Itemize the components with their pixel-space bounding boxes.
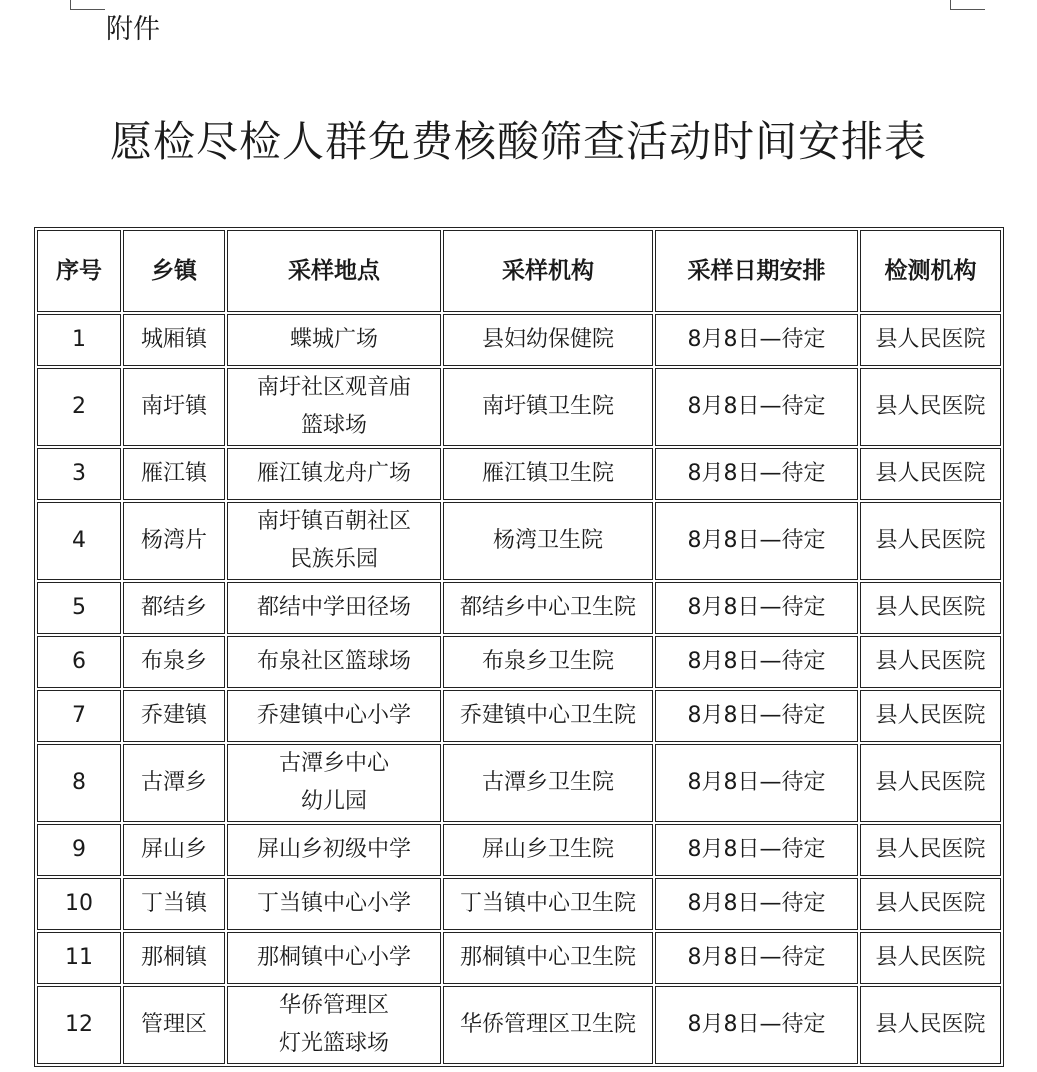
cell-no: 10 (37, 878, 121, 930)
cell-lab: 县人民医院 (860, 824, 1001, 876)
cell-date: 8月8日—待定 (655, 448, 858, 500)
cell-town: 南圩镇 (123, 368, 225, 446)
cell-lab: 县人民医院 (860, 448, 1001, 500)
cell-lab: 县人民医院 (860, 636, 1001, 688)
table-row (37, 690, 1001, 742)
cell-site (227, 824, 441, 876)
cell-agency: 乔建镇中心卫生院 (443, 690, 653, 742)
cell-site (227, 502, 441, 580)
cell-site (227, 878, 441, 930)
cell-no: 5 (37, 582, 121, 634)
cell-town: 雁江镇 (123, 448, 225, 500)
site-line: 古潭乡中心 (278, 751, 389, 776)
cell-no: 11 (37, 932, 121, 984)
cell-date: 8月8日—待定 (655, 314, 858, 366)
table-row (37, 878, 1001, 930)
cell-date: 8月8日—待定 (655, 744, 858, 822)
cell-agency: 古潭乡卫生院 (443, 744, 653, 822)
cell-agency: 布泉乡卫生院 (443, 636, 653, 688)
cell-agency: 丁当镇中心卫生院 (443, 878, 653, 930)
cell-date: 8月8日—待定 (655, 368, 858, 446)
table-row (37, 368, 1001, 446)
cell-site (227, 932, 441, 984)
cell-site (227, 690, 441, 742)
page-title: 愿检尽检人群免费核酸筛查活动时间安排表 (109, 117, 927, 166)
table-row (37, 932, 1001, 984)
column-header-site: 采样地点 (227, 230, 441, 312)
site-line: 华侨管理区 (278, 993, 389, 1018)
cell-date: 8月8日—待定 (655, 986, 858, 1064)
cell-no: 3 (37, 448, 121, 500)
cell-agency: 华侨管理区卫生院 (443, 986, 653, 1064)
cell-date: 8月8日—待定 (655, 932, 858, 984)
cell-agency: 南圩镇卫生院 (443, 368, 653, 446)
cell-no: 8 (37, 744, 121, 822)
cell-date: 8月8日—待定 (655, 582, 858, 634)
site-line: 南圩镇百朝社区 (256, 509, 411, 534)
site-line: 蝶城广场 (289, 327, 378, 352)
cell-town: 丁当镇 (123, 878, 225, 930)
crop-mark-left (70, 0, 105, 10)
attachment-label: 附件 (106, 14, 160, 45)
cell-no: 2 (37, 368, 121, 446)
cell-town: 乔建镇 (123, 690, 225, 742)
crop-mark-right (950, 0, 985, 10)
table-row (37, 314, 1001, 366)
cell-site (227, 986, 441, 1064)
site-line: 屏山乡初级中学 (256, 837, 411, 862)
schedule-table (34, 227, 1004, 1067)
cell-date: 8月8日—待定 (655, 690, 858, 742)
table-row (37, 824, 1001, 876)
cell-site (227, 636, 441, 688)
cell-no: 7 (37, 690, 121, 742)
cell-lab: 县人民医院 (860, 932, 1001, 984)
cell-date: 8月8日—待定 (655, 502, 858, 580)
site-line: 那桐镇中心小学 (256, 945, 411, 970)
table-row (37, 986, 1001, 1064)
cell-town: 屏山乡 (123, 824, 225, 876)
cell-lab: 县人民医院 (860, 744, 1001, 822)
table-row (37, 744, 1001, 822)
cell-lab: 县人民医院 (860, 314, 1001, 366)
cell-town: 管理区 (123, 986, 225, 1064)
cell-lab: 县人民医院 (860, 502, 1001, 580)
cell-agency: 雁江镇卫生院 (443, 448, 653, 500)
cell-lab: 县人民医院 (860, 986, 1001, 1064)
cell-lab: 县人民医院 (860, 368, 1001, 446)
cell-no: 9 (37, 824, 121, 876)
cell-lab: 县人民医院 (860, 690, 1001, 742)
table-body (37, 314, 1001, 1064)
table-row (37, 636, 1001, 688)
site-line: 布泉社区篮球场 (256, 649, 411, 674)
cell-agency: 那桐镇中心卫生院 (443, 932, 653, 984)
cell-date: 8月8日—待定 (655, 878, 858, 930)
site-line: 灯光篮球场 (278, 1031, 389, 1056)
cell-date: 8月8日—待定 (655, 636, 858, 688)
table-row (37, 582, 1001, 634)
site-line: 民族乐园 (289, 547, 378, 572)
cell-site (227, 368, 441, 446)
table-row (37, 448, 1001, 500)
site-line: 雁江镇龙舟广场 (256, 461, 411, 486)
cell-site (227, 582, 441, 634)
site-line: 乔建镇中心小学 (256, 703, 411, 728)
table-row (37, 502, 1001, 580)
site-line: 南圩社区观音庙 (256, 375, 411, 400)
cell-lab: 县人民医院 (860, 582, 1001, 634)
cell-lab: 县人民医院 (860, 878, 1001, 930)
cell-town: 杨湾片 (123, 502, 225, 580)
column-header-no: 序号 (37, 230, 121, 312)
cell-town: 都结乡 (123, 582, 225, 634)
cell-site (227, 448, 441, 500)
cell-date: 8月8日—待定 (655, 824, 858, 876)
cell-agency: 屏山乡卫生院 (443, 824, 653, 876)
site-line: 篮球场 (300, 413, 367, 438)
cell-town: 布泉乡 (123, 636, 225, 688)
cell-no: 1 (37, 314, 121, 366)
cell-agency: 都结乡中心卫生院 (443, 582, 653, 634)
column-header-date: 采样日期安排 (655, 230, 858, 312)
cell-site (227, 744, 441, 822)
cell-town: 城厢镇 (123, 314, 225, 366)
cell-town: 古潭乡 (123, 744, 225, 822)
cell-agency: 杨湾卫生院 (443, 502, 653, 580)
table-header-row (37, 230, 1001, 312)
cell-no: 6 (37, 636, 121, 688)
cell-agency: 县妇幼保健院 (443, 314, 653, 366)
cell-town: 那桐镇 (123, 932, 225, 984)
column-header-town: 乡镇 (123, 230, 225, 312)
column-header-agency: 采样机构 (443, 230, 653, 312)
cell-site (227, 314, 441, 366)
site-line: 丁当镇中心小学 (256, 891, 411, 916)
site-line: 都结中学田径场 (256, 595, 411, 620)
cell-no: 12 (37, 986, 121, 1064)
column-header-lab: 检测机构 (860, 230, 1001, 312)
site-line: 幼儿园 (300, 789, 367, 814)
cell-no: 4 (37, 502, 121, 580)
